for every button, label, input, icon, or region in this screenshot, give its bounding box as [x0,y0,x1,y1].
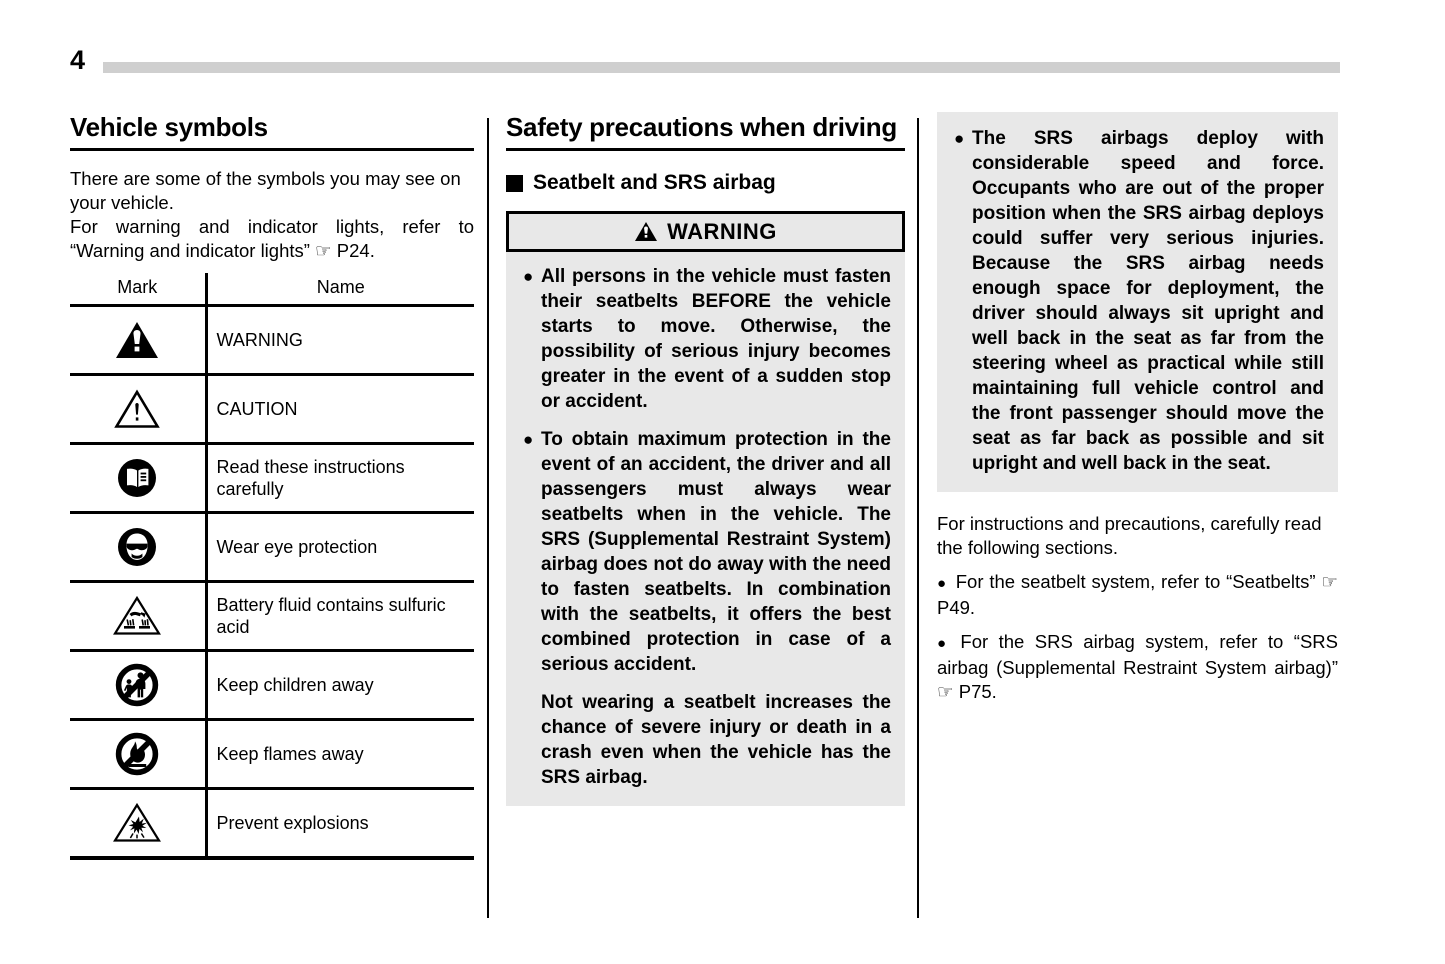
table-header-row [70,273,474,306]
table-row [70,375,474,444]
column-header-mark: Mark [70,273,206,306]
symbol-name: CAUTION [206,375,474,444]
warning-banner-label: WARNING [667,218,777,244]
warning-triangle-filled-icon [114,320,160,360]
column-warning-continued [937,112,1338,704]
warning-banner [506,211,905,252]
reference-list-item [937,570,1338,620]
column-safety-precautions [506,112,905,806]
caution-triangle-outline-icon [114,389,160,429]
bullet-dot-icon: ● [523,430,534,449]
subsection-heading-label: Seatbelt and SRS airbag [533,171,776,194]
section-title-safety: Safety precautions when driving [506,112,897,142]
table-row [70,306,474,375]
warning-bullet-item [520,264,891,414]
reference-list-item [937,630,1338,704]
table-row [70,789,474,859]
mark-cell [70,582,206,651]
page-header [70,45,1340,81]
symbol-name: Wear eye protection [206,513,474,582]
warning-triangle-filled-icon [634,221,658,242]
symbol-name: Keep flames away [206,720,474,789]
warning-body [506,252,905,806]
column-vehicle-symbols [70,112,474,860]
page-title: Vehicle symbols [70,112,268,142]
warning-bullet-text: To obtain maximum protection in the event of an accident, the driver and all passengers must always wear seatbelts when in the vehicle. The SRS (Supplemental Restraint System) airbag does not do away with the need to fasten seatbelts. In combination with the seatbelts, it offers the best combined protection in case of a serious accident. [541,429,891,675]
no-flames-icon [115,732,159,776]
symbol-name: Read these instructions carefully [206,444,474,513]
warning-body-continued [937,112,1338,492]
bullet-dot-icon: ● [954,129,965,148]
column-header-name: Name [206,273,474,306]
title-underline [506,148,905,151]
symbols-intro-line-2: For warning and indicator lights, refer to “Warning and indicator lights” ☞ P24. [70,216,474,261]
symbol-name: Prevent explosions [206,789,474,859]
bullet-dot-icon: ● [523,267,534,286]
page-number: 4 [70,45,85,75]
read-manual-book-icon [116,457,158,499]
no-children-icon [115,663,159,707]
warning-bullet-item [951,126,1324,476]
reference-text: For the seatbelt system, refer to “Seatbelts” ☞ P49. [937,571,1339,618]
title-underline [70,148,474,151]
reference-intro-text: For instructions and precautions, carefully read the following sections. [937,513,1322,558]
subsection-heading [506,171,905,195]
column-divider-left [487,118,489,918]
table-row [70,582,474,651]
table-row [70,444,474,513]
reference-text: For the SRS airbag system, refer to “SRS airbag (Supplemental Restraint System airbag)” ☞ P75. [937,631,1338,702]
header-rule [103,62,1340,73]
mark-cell [70,306,206,375]
symbols-intro-line-1: There are some of the symbols you may see on your vehicle. [70,168,461,213]
symbol-name: Battery fluid contains sulfuric acid [206,582,474,651]
corrosive-acid-icon [112,595,162,637]
warning-bullet-text: The SRS airbags deploy with considerable speed and force. Occupants who are out of the proper position when the SRS airbag deploys could suffer very serious injuries. Because the SRS airbag needs enough space for deployment, the driver should always sit upright and well back in the seat as far from the steering wheel as practical while still maintaining full vehicle control and the front passenger should move the seat as far back as possible and sit upright and well back in the seat. [972,128,1324,474]
vehicle-symbols-table [70,273,474,860]
warning-bullet-text: All persons in the vehicle must fasten their seatbelts BEFORE the vehicle starts to move. Otherwise, the possibility of serious injury becomes greater in the event of a sudden stop or accident. [541,266,891,412]
mark-cell [70,444,206,513]
mark-cell [70,513,206,582]
table-row [70,651,474,720]
table-row [70,720,474,789]
filled-square-bullet-icon [506,175,523,192]
warning-bullet-item [520,427,891,677]
bullet-dot-icon: ● [937,575,947,592]
table-row [70,513,474,582]
explosion-hazard-icon [112,802,162,844]
symbol-name: Keep children away [206,651,474,720]
mark-cell [70,789,206,859]
mark-cell [70,720,206,789]
mark-cell [70,375,206,444]
warning-closing-paragraph: Not wearing a seatbelt increases the chance of severe injury or death in a crash even when the vehicle has the SRS airbag. [541,692,891,788]
eye-protection-goggles-icon [116,526,158,568]
bullet-dot-icon: ● [937,635,952,652]
column-divider-right [917,118,919,918]
mark-cell [70,651,206,720]
symbol-name: WARNING [206,306,474,375]
